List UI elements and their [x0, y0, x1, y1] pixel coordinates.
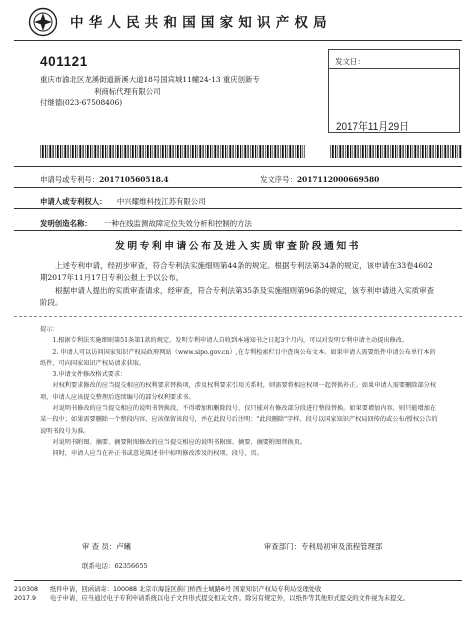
note-detail: 对说明书修改的应当提交相应的说明书替换段，不得增加和删除段号，仅只能对有修改部分段进行整段替换。如果要增加内容，则只能增加在某一段中；如果需要删除一个整段内容，应该保留该段号，并在此段号后注明："此段删除"字样。段号以国家知识产权局回传的或公布/授权公告的说明书段号为准。	[40, 405, 438, 435]
invention-value: 一种在线监测故障定位失效分析和控制的方法	[104, 219, 252, 228]
divider	[14, 187, 462, 188]
notice-paragraph-2: 根据申请人提出的实质审查请求，经审查，符合专利法第35条及实施细则第96条的规定，该专利申请进入实质审查阶段。	[40, 286, 435, 308]
form-version: 2017.9	[14, 594, 37, 602]
examiner-row	[82, 541, 131, 552]
barcode-right	[330, 145, 462, 158]
serial-number-row	[260, 174, 379, 185]
note-item: 2. 申请人可以访问国家知识产权局政府网站（www.sipo.gov.cn）,在专利检索栏目中查询公布文本。如果申请人需要纸件申请公布单行本的纸件，可向国家知识产权局请求获取。	[40, 348, 436, 367]
applicant-label: 申请人或专利权人：	[40, 197, 107, 206]
serial-number-value: 2017112000669580	[296, 175, 380, 184]
invention-row	[40, 218, 252, 229]
footer-line-2: 电子申请，应当通过电子专利申请系统以电子文件形式提交相关文件。除另有规定外，以纸件等其他形式提交的文件视为未提交。	[50, 594, 409, 602]
note-item: 3.申请文件修改格式要求：	[52, 371, 127, 379]
application-number-label: 申请号或专利号：	[40, 175, 100, 184]
notes-divider	[14, 316, 462, 317]
postal-code: 401121	[40, 54, 88, 69]
note-detail: 对说明书附图、摘要、摘要附图修改的应当提交相应的说明书附图、摘要、摘要附图替换页。	[52, 438, 307, 446]
address-line-3: 付继德(023-67508406)	[40, 98, 123, 107]
address-line-2: 利商标代理有限公司	[94, 86, 161, 96]
address-line-1: 重庆市渝北区龙溪街道新溪大道18号国宾城11幢24-13 重庆创新专	[40, 75, 260, 84]
issue-date-divider	[328, 68, 460, 69]
footer-line-1: 纸件申请，回函请寄：100088 北京市海淀区蓟门桥西土城路6号 国家知识产权局专利局受理处收	[50, 586, 322, 593]
divider	[14, 230, 462, 231]
note-item: 1.根据专利法实施细则第51条第1款的规定，发明专利申请人自收到本通知书之日起3个月内，可以对发明专利申请主动提出修改。	[52, 337, 409, 345]
notice-paragraph-1: 上述专利申请，经初步审查，符合专利法实施细则第44条的规定。根据专利法第34条的规定，该申请在33卷4602期2017年11月17日专利公报上予以公布。	[40, 261, 433, 283]
recipient-address	[40, 74, 310, 109]
divider	[14, 166, 462, 167]
notice-title: 发明专利申请公布及进入实质审查阶段通知书	[115, 241, 361, 252]
issue-date-label: 发文日：	[335, 57, 365, 66]
office-title: 中华人民共和国国家知识产权局	[70, 15, 332, 31]
invention-label: 发明创造名称：	[40, 219, 92, 228]
examiner-value: 卢曦	[116, 542, 132, 551]
applicant-value: 中兴耀维科技江苏有限公司	[116, 197, 206, 206]
issue-date-handwritten: 2017年11月29日	[336, 121, 410, 133]
application-number-row	[40, 174, 169, 185]
form-code: 210308	[14, 586, 39, 593]
department-row	[264, 541, 382, 552]
department-label: 审查部门：	[264, 542, 301, 551]
cnipa-emblem-icon	[28, 7, 58, 37]
contact-phone: 联系电话：62356655	[82, 562, 148, 570]
department-value: 专利局初审及流程管理部	[300, 542, 383, 551]
note-detail: 同时，申请人应当在补正书或意见陈述书中标明修改涉及的权项、段号、页。	[52, 450, 263, 458]
divider	[14, 208, 462, 209]
notes-section	[40, 324, 440, 460]
header-divider	[14, 40, 462, 41]
notes-heading: 提示：	[40, 326, 59, 333]
note-detail: 对权利要求修改的应当提交相应的权利要求替换项，涉及权利要求引用关系时，则需要将相应权项一起替换补正。如果申请人需要删除部分权项，申请人应该提交整理后连续编号的部分权利要求书。	[40, 382, 437, 401]
application-number-value: 201710560518.4	[99, 175, 169, 184]
serial-number-label: 发文序号：	[260, 175, 297, 184]
applicant-row	[40, 196, 206, 207]
examiner-label: 审 查 员：	[82, 542, 117, 551]
barcode-left	[40, 145, 305, 158]
footer-divider	[14, 580, 462, 581]
footer	[14, 586, 464, 604]
